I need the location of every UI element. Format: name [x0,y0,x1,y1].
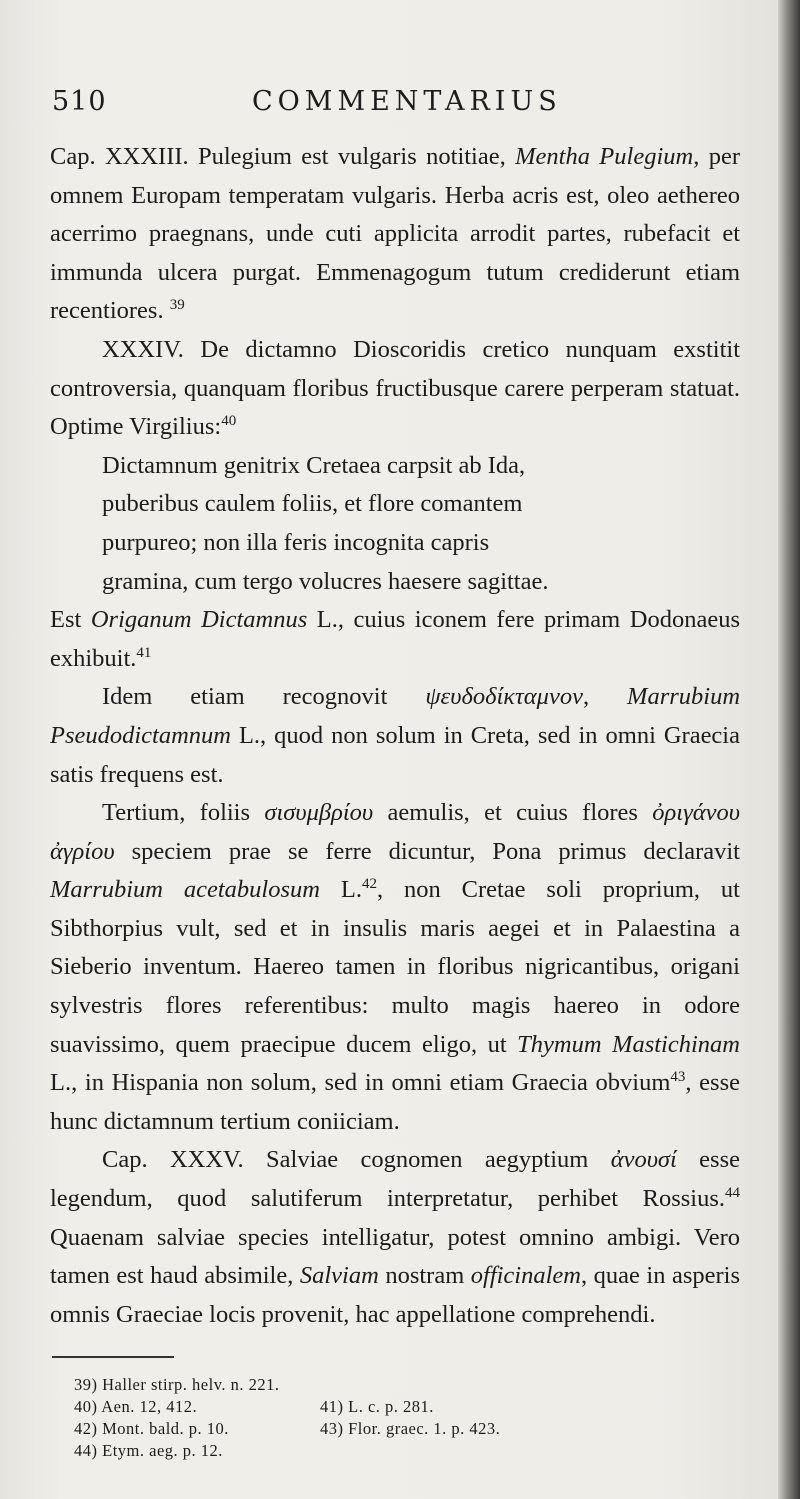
paragraph-tertium [50,794,740,1141]
text-span: XXXIV. De dictamno Dioscoridis cretico nunquam exstitit controversia, quanquam floribus fructibusque carere perperam statuat. Optime Virgilius: [50,335,740,441]
paragraph-origanum [50,601,740,678]
verse-line: puberibus caulem foliis, et flore comantem [102,490,523,518]
page-edge-shadow [778,0,800,1499]
footnotes [74,1374,724,1462]
greek-term: σισυμβρίου [264,799,374,827]
taxon-name: Origanum Dictamnus [90,606,308,634]
verse-line: Dictamnum genitrix Cretaea carpsit ab Ida, [102,451,526,479]
footnote-ref: 39 [169,297,185,314]
footnote-39: 39) Haller stirp. helv. n. 221. [74,1375,280,1394]
footnote-row [74,1374,724,1396]
text-span: nostram [378,1262,471,1290]
greek-term: ὀριγάνου ἀγρίου [50,799,740,865]
verse-line: purpureo; non illa feris incognita capris [102,528,490,556]
text-span: Cap. XXXV. Salviae cognomen aegyptium [102,1146,611,1174]
text-span: , esse hunc dictamnum tertium coniiciam. [50,1069,740,1135]
paragraph-cap-xxxiii [50,138,740,331]
footnote-43: 43) Flor. graec. 1. p. 423. [320,1419,501,1438]
paragraph-cap-xxxv [50,1141,740,1334]
footnote-divider [52,1356,174,1358]
text-span: aemulis, et cuius flores [373,799,653,827]
page-number: 510 [52,86,107,117]
taxon-name: Marrubium acetabulosum [50,876,320,904]
page-header [52,86,752,126]
taxon-name: officinalem [470,1262,581,1290]
text-span: Quaenam salviae species intelligatur, potest omnino ambigi. Vero tamen est haud absimile, [50,1223,740,1290]
footnote-ref: 41 [136,644,152,661]
footnote-41: 41) L. c. p. 281. [320,1397,434,1416]
footnote-44: 44) Etym. aeg. p. 12. [74,1441,223,1460]
text-span: Est [50,606,91,634]
verse-quote [102,447,740,601]
main-text [50,138,740,1334]
text-span: , quae in asperis omnis Graeciae locis provenit, hac appellatione comprehendi. [50,1262,740,1328]
text-span: L., cuius iconem fere primam Dodonaeus exhibuit. [50,606,740,672]
text-span: esse legendum, quod salutiferum interpretatur, perhibet Rossius. [50,1146,740,1213]
text-span: L., quod non solum in Creta, sed in omni Graecia satis frequens est. [50,721,740,788]
text-span: , per omnem Europam temperatam vulgaris. Herba acris est, oleo aethereo acerrimo praegnans, unde cuti applicita arrodit partes, rubefacit et immunda ulcera purgat. Emmenagogum tutum crediderunt etiam recentiores. [50,143,740,325]
footnote-ref: 40 [221,413,237,430]
footnote-ref: 42 [361,876,377,893]
footnote-40: 40) Aen. 12, 412. [74,1397,198,1416]
text-span: Cap. XXXIII. Pulegium est vulgaris notitiae, [50,143,516,170]
text-span: L. [319,876,362,904]
paragraph-xxxiv [50,331,740,447]
taxon-name: Thymum Mastichinam [517,1030,740,1058]
taxon-name: Salviam [299,1262,379,1290]
footnote-row [74,1396,724,1418]
footnote-ref: 43 [670,1069,686,1086]
footnote-row [74,1418,724,1440]
running-head: COMMENTARIUS [252,86,562,117]
taxon-name: Marrubium Pseudodictamnum [50,683,741,749]
verse-line: gramina, cum tergo volucres haesere sagittae. [102,567,549,595]
footnote-42: 42) Mont. bald. p. 10. [74,1419,229,1438]
paragraph-marrubium [50,678,740,794]
text-span: , non Cretae soli proprium, ut Sibthorpius vult, sed et in insulis maris aegei et in Palaestina a Sieberio inventum. Haereo tamen in floribus nigricantibus, origani sylvestris flores referentibus: multo magis haereo in odore suavissimo, quem praecipue ducem eligo, ut [50,876,740,1058]
greek-term: ἀνουσί [610,1146,677,1174]
text-span: Tertium, foliis [102,799,265,827]
text-span: speciem prae se ferre dicuntur, Pona primus declaravit [114,837,740,865]
footnote-ref: 44 [725,1185,740,1202]
text-span: L., in Hispania non solum, sed in omni etiam Graecia obvium [50,1069,671,1097]
text-span: Idem etiam recognovit [102,683,426,711]
taxon-name: Mentha Pulegium [515,143,694,170]
text-span: , [582,683,628,711]
greek-term: ψευδοδίκταμνον [425,683,583,711]
footnote-row [74,1440,724,1462]
